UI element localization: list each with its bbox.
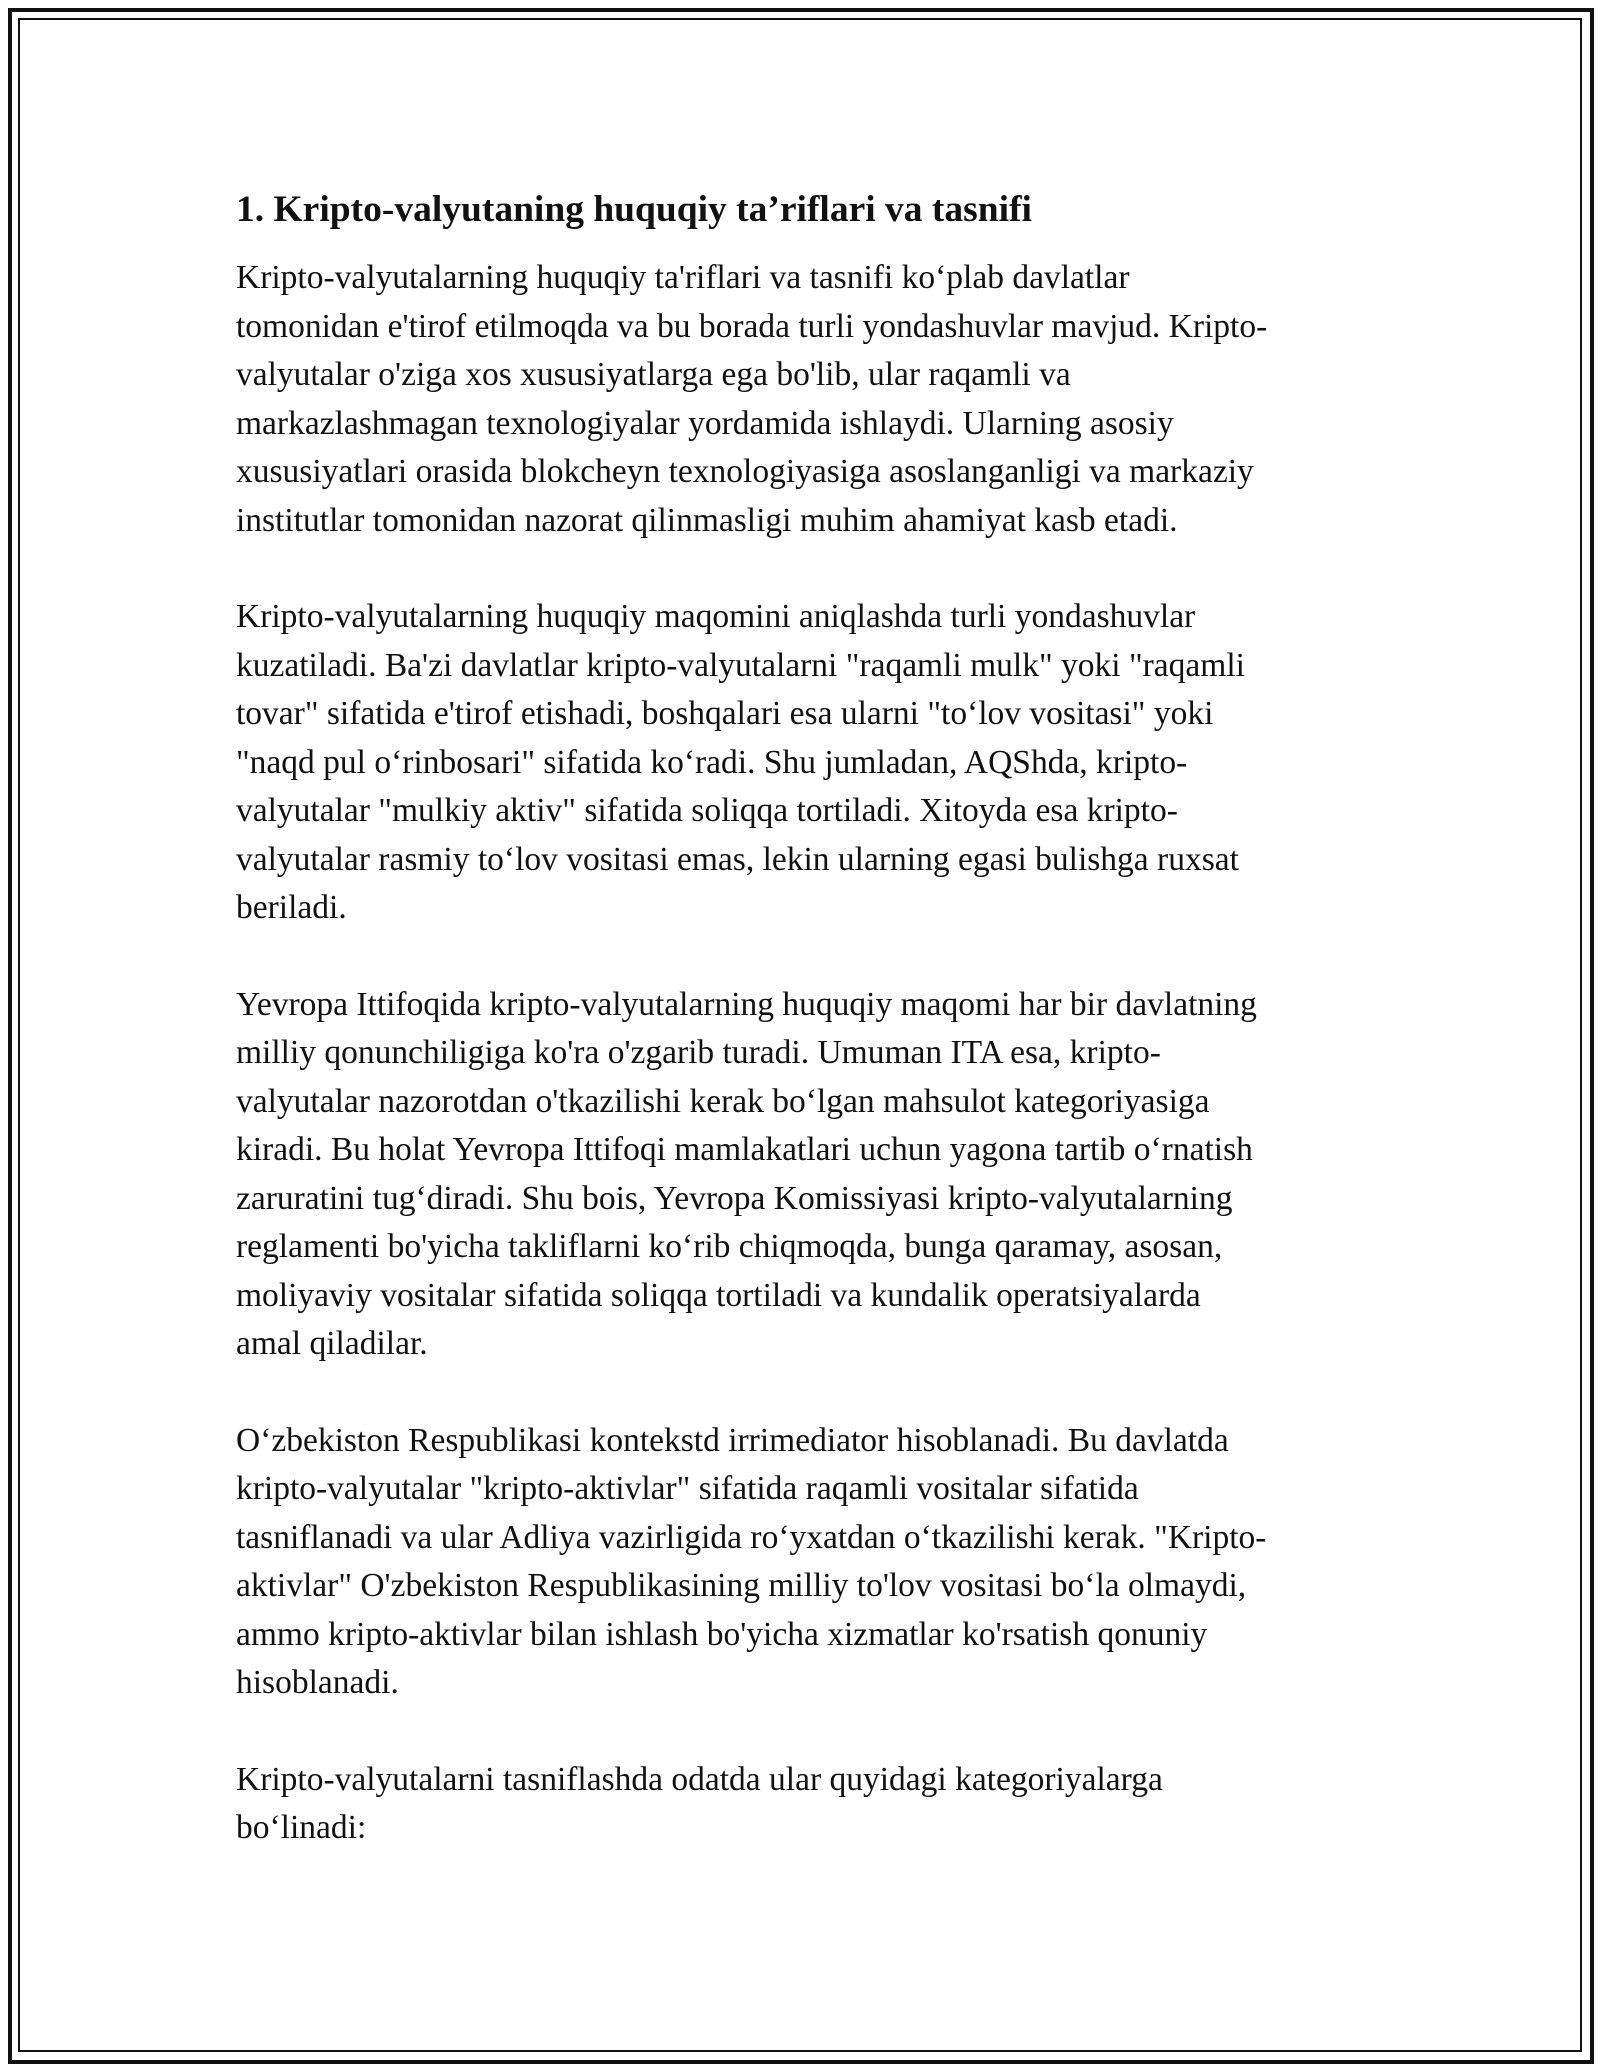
paragraph-line: tomonidan e'tirof etilmoqda va bu borada turli yondashuvlar mavjud. Kripto- — [236, 307, 1268, 345]
paragraph-line: amal qiladilar. — [236, 1325, 428, 1362]
paragraph-line: tasniflanadi va ular Adliya vazirligida ro‘yxatdan o‘tkazilishi kerak. "Kripto- — [236, 1518, 1267, 1556]
section-heading: 1. Kripto-valyutaning huquqiy ta’riflari va tasnifi — [236, 189, 1032, 230]
paragraph-line: kuzatiladi. Ba'zi davlatlar kripto-valyutalarni "raqamli mulk" yoki "raqamli — [236, 646, 1245, 684]
paragraph-line: Kripto-valyutalarni tasniflashda odatda ular quyidagi kategoriyalarga — [236, 1760, 1163, 1798]
paragraph-line: aktivlar" O'zbekiston Respublikasining milliy to'lov vositasi bo‘la olmaydi, — [236, 1567, 1247, 1604]
paragraph-line: valyutalar rasmiy to‘lov vositasi emas, lekin ularning egasi bulishga ruxsat — [236, 840, 1239, 878]
paragraph-line: markazlashmagan texnologiyalar yordamida ishlaydi. Ularning asosiy — [236, 404, 1174, 442]
paragraph-line: kiradi. Bu holat Yevropa Ittifoqi mamlakatlari uchun yagona tartib o‘rnatish — [236, 1131, 1253, 1168]
paragraph-line: bo‘linadi: — [236, 1809, 367, 1846]
paragraph-line: Kripto-valyutalarning huquqiy ta'riflari va tasnifi ko‘plab davlatlar — [236, 259, 1130, 296]
paragraph-line: kripto-valyutalar "kripto-aktivlar" sifatida raqamli vositalar sifatida — [236, 1470, 1139, 1507]
paragraph-5 — [236, 1756, 1376, 1853]
paragraph-line: moliyaviy vositalar sifatida soliqqa tortiladi va kundalik operatsiyalarda — [236, 1276, 1201, 1314]
paragraph-line: Yevropa Ittifoqida kripto-valyutalarning huquqiy maqomi har bir davlatning — [236, 985, 1257, 1023]
paragraph-line: valyutalar "mulkiy aktiv" sifatida soliqqa tortiladi. Xitoyda esa kripto- — [236, 792, 1178, 829]
document-body — [236, 186, 1376, 1901]
paragraph-line: Kripto-valyutalarning huquqiy maqomini aniqlashda turli yondashuvlar — [236, 598, 1196, 635]
paragraph-line: milliy qonunchiligiga ko'ra o'zgarib turadi. Umuman ITA esa, kripto- — [236, 1034, 1161, 1071]
paragraph-3 — [236, 981, 1376, 1369]
paragraph-line: valyutalar o'ziga xos xususiyatlarga ega bo'lib, ular raqamli va — [236, 356, 1071, 393]
paragraph-line: beriladi. — [236, 889, 347, 926]
paragraph-1 — [236, 254, 1376, 545]
paragraph-line: O‘zbekiston Respublikasi kontekstd irrimediator hisoblanadi. Bu davlatda — [236, 1421, 1229, 1459]
paragraph-line: zaruratini tug‘diradi. Shu bois, Yevropa Komissiyasi kripto-valyutalarning — [236, 1179, 1233, 1217]
paragraph-line: "naqd pul o‘rinbosari" sifatida ko‘radi. Shu jumladan, AQShda, kripto- — [236, 743, 1188, 781]
paragraph-line: xususiyatlari orasida blokcheyn texnologiyasiga asoslanganligi va markaziy — [236, 453, 1254, 490]
paragraph-2 — [236, 593, 1376, 933]
paragraph-4 — [236, 1417, 1376, 1708]
paragraph-line: reglamenti bo'yicha takliflarni ko‘rib chiqmoqda, bunga qaramay, asosan, — [236, 1228, 1223, 1265]
paragraph-line: valyutalar nazorotdan o'tkazilishi kerak bo‘lgan mahsulot kategoriyasiga — [236, 1082, 1210, 1120]
paragraph-line: ammo kripto-aktivlar bilan ishlash bo'yicha xizmatlar ko'rsatish qonuniy — [236, 1615, 1208, 1653]
paragraph-line: institutlar tomonidan nazorat qilinmasligi muhim ahamiyat kasb etadi. — [236, 501, 1178, 539]
paragraph-line: tovar" sifatida e'tirof etishadi, boshqalari esa ularni "to‘lov vositasi" yoki — [236, 695, 1214, 732]
paragraph-line: hisoblanadi. — [236, 1664, 399, 1701]
